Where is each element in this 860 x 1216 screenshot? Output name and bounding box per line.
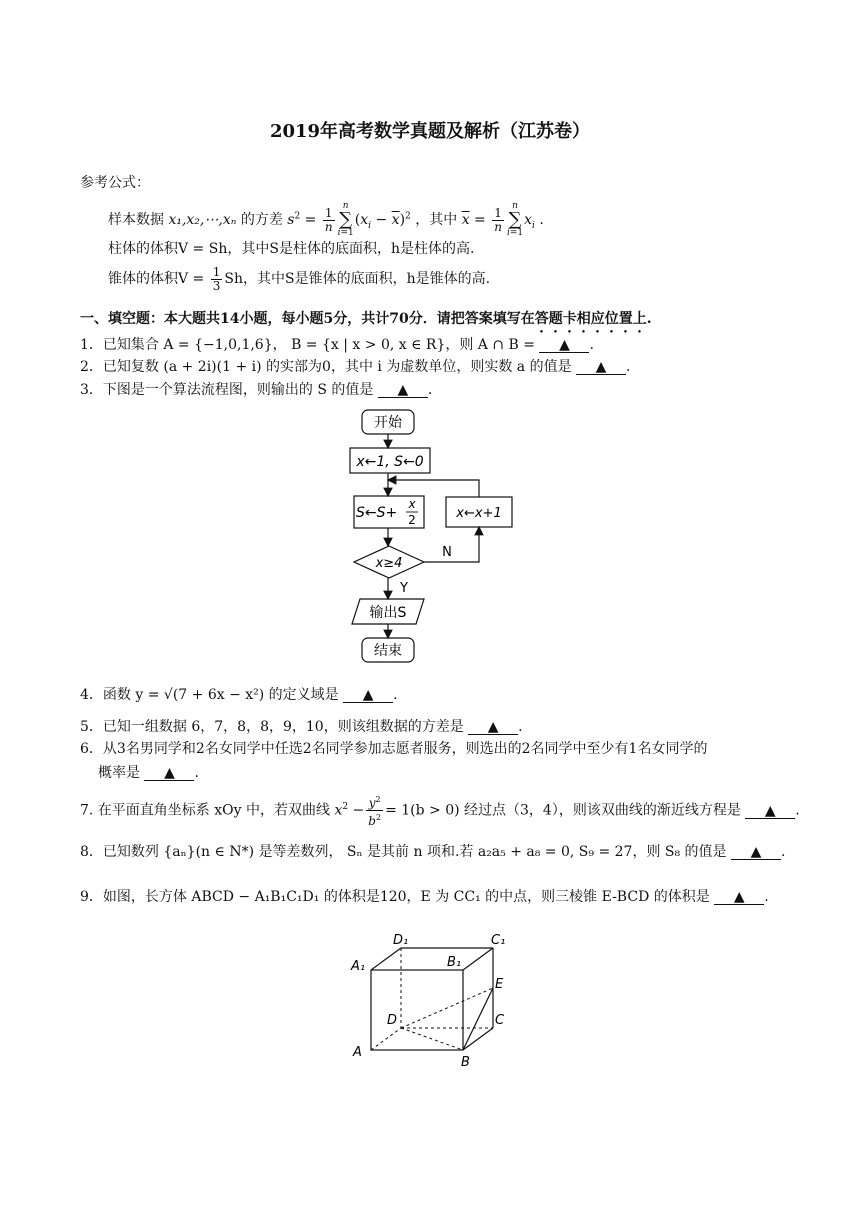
- answer-blank-6[interactable]: ▲: [144, 766, 194, 781]
- flow-update-s-num: x: [408, 497, 416, 511]
- cone-prefix: 锥体的体积V =: [108, 271, 205, 287]
- answer-blank-4[interactable]: ▲: [343, 688, 393, 703]
- label-B1: B₁: [447, 955, 462, 970]
- question-7: 7. 在平面直角坐标系 xOy 中，若双曲线 $x^2$ − $\frac{y^2}{b^2}$ = 1(b > 0) 经过点（3，4），则该双曲线的渐近线方程是 ▲ .: [80, 795, 800, 829]
- cone-suffix: Sh，其中S是锥体的底面积，h是锥体的高.: [224, 271, 491, 287]
- label-D: D: [387, 1013, 398, 1028]
- flow-update-s: S←S+: [356, 505, 398, 521]
- label-D1: D₁: [393, 933, 409, 948]
- flow-update-s-den: 2: [408, 513, 416, 527]
- algorithm-flowchart: [330, 400, 530, 672]
- variance-mid: 的方差: [240, 212, 283, 228]
- flow-init: x←1, S←0: [356, 454, 424, 470]
- question-4: 4．函数 y = √(7 + 6x − x²) 的定义域是 ▲ .: [80, 687, 398, 703]
- answer-blank-1[interactable]: ▲: [539, 338, 589, 353]
- question-6-line-1: 6．从3名男同学和2名女同学中任选2名同学参加志愿者服务，则选出的2名同学中至少有1名女同学的: [80, 741, 708, 757]
- question-5: 5．已知一组数据 6，7，8，8，9，10，则该组数据的方差是 ▲ .: [80, 719, 523, 735]
- flow-incr: x←x+1: [456, 506, 502, 521]
- section-emphasis: 答题卡相应位置上: [534, 311, 647, 327]
- question-6-line-2: 概率是 ▲ .: [98, 765, 199, 781]
- flow-output: 输出S: [369, 605, 407, 621]
- label-E: E: [495, 977, 504, 992]
- section-label: 一、填空题：本大题共14小题，每小题5分，共计70分．请把答案填写在: [80, 311, 535, 327]
- answer-blank-7[interactable]: ▲: [745, 804, 795, 819]
- flow-start: 开始: [374, 415, 402, 431]
- label-A1: A₁: [351, 959, 366, 974]
- flow-no: N: [442, 545, 452, 560]
- flow-cond: x≥4: [375, 556, 403, 571]
- question-9: 9．如图，长方体 ABCD − A₁B₁C₁D₁ 的体积是120，E 为 CC₁ 的中点，则三棱锥 E-BCD 的体积是 ▲ .: [80, 889, 769, 905]
- answer-blank-3[interactable]: ▲: [378, 383, 428, 398]
- section-heading: 一、填空题：本大题共14小题，每小题5分，共计70分．请把答案填写在答题卡相应位置上.: [80, 311, 652, 327]
- variance-mean-sep: ，其中: [415, 212, 458, 228]
- question-8: 8．已知数列 {aₙ}(n ∈ N*) 是等差数列， Sₙ 是其前 n 项和.若 a₂a₅ + a₈ = 0, S₉ = 27，则 S₈ 的值是 ▲ .: [80, 844, 786, 860]
- label-A: A: [353, 1045, 362, 1060]
- answer-blank-5[interactable]: ▲: [468, 720, 518, 735]
- cone-formula: 锥体的体积V = $\frac{1}{3}$ Sh，其中S是锥体的底面积，h是锥体的高.: [108, 264, 491, 293]
- flow-end: 结束: [374, 643, 402, 659]
- answer-blank-2[interactable]: ▲: [576, 360, 626, 375]
- question-3: 3．下图是一个算法流程图，则输出的 S 的值是 ▲ .: [80, 382, 433, 398]
- question-1: 1．已知集合 A = {−1,0,1,6}， B = {x | x > 0, x ∈ R}，则 A ∩ B = ▲ .: [80, 337, 594, 353]
- flow-yes: Y: [400, 581, 408, 596]
- label-C1: C₁: [491, 933, 506, 948]
- formulas-heading: 参考公式：: [80, 175, 150, 191]
- variance-prefix: 样本数据: [108, 212, 164, 228]
- question-2: 2．已知复数 (a + 2i)(1 + i) 的实部为0，其中 i 为虚数单位，则实数 a 的值是 ▲ .: [80, 359, 631, 375]
- cuboid-figure: [345, 928, 525, 1068]
- label-B: B: [461, 1055, 470, 1068]
- variance-formula: 样本数据 x₁,x₂,⋯,xₙ 的方差 $s^2$ = $\frac{1}{n}$ n ∑ $i=1(x_i - \overline{x})^2$ ，其中 $\overline{x}$ = $\frac{1}{n}$ n ∑ $i=1x_i$ .: [108, 201, 544, 238]
- label-C: C: [495, 1013, 505, 1028]
- page-title: 2019年高考数学真题及解析（江苏卷）: [269, 121, 591, 142]
- variance-vars: x₁,x₂,⋯,xₙ: [168, 212, 237, 228]
- answer-blank-8[interactable]: ▲: [731, 845, 781, 860]
- prism-formula: 柱体的体积V = Sh，其中S是柱体的底面积，h是柱体的高.: [108, 241, 475, 257]
- answer-blank-9[interactable]: ▲: [714, 890, 764, 905]
